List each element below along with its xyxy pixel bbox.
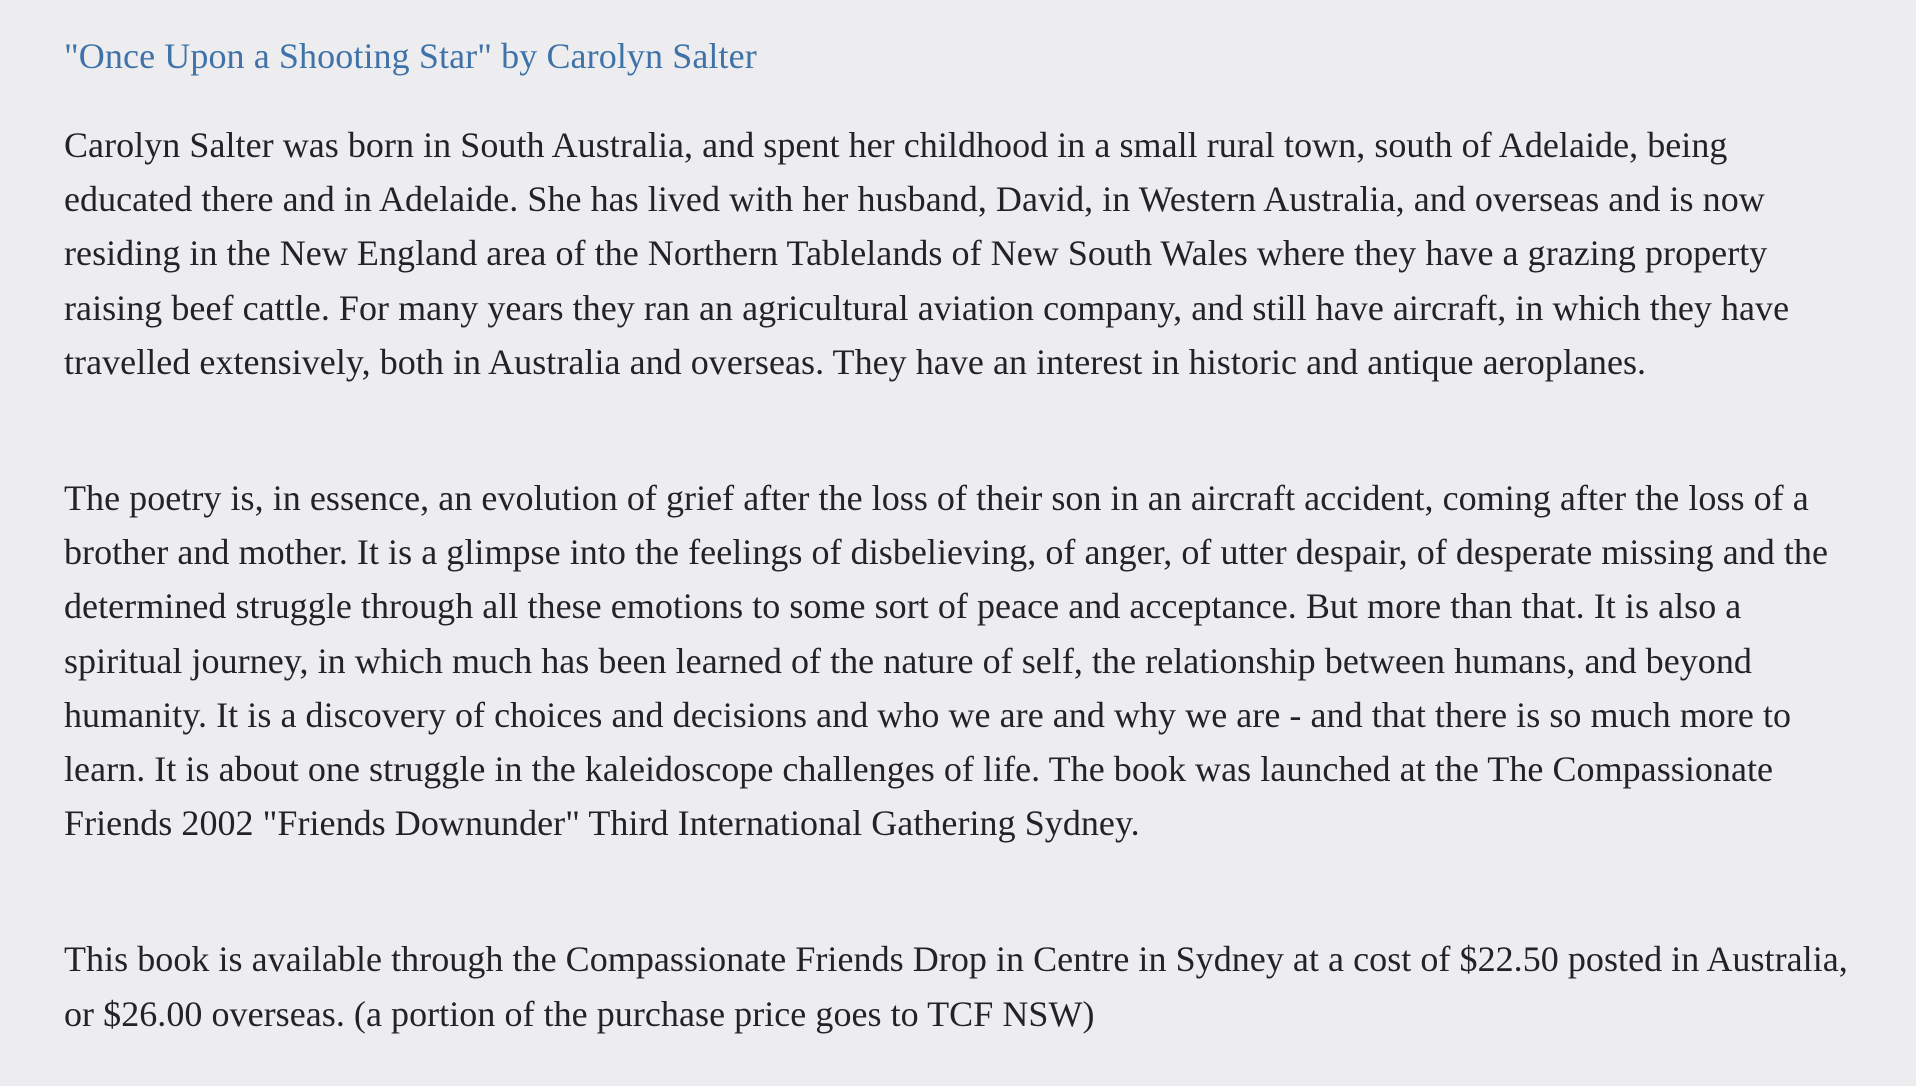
article-title: "Once Upon a Shooting Star" by Carolyn Salter xyxy=(64,36,757,76)
author-bio-paragraph: Carolyn Salter was born in South Australia, and spent her childhood in a small rural town, south of Adelaide, being educated there and in Adelaide. She has lived with her husband, David, in Western Australia, and overseas and is now residing in the New England area of the Northern Tablelands of New South Wales where they have a grazing property raising beef cattle. For many years they ran an agricultural aviation company, and still have aircraft, in which they have travelled extensively, both in Australia and overseas. They have an interest in historic and antique aeroplanes. xyxy=(64,125,1790,382)
book-description-paragraph: The poetry is, in essence, an evolution of grief after the loss of their son in an aircraft accident, coming after the loss of a brother and mother. It is a glimpse into the feelings of disbelieving, of anger, of utter despair, of desperate missing and the determined struggle through all these emotions to some sort of peace and acceptance. But more than that. It is also a spiritual journey, in which much has been learned of the nature of self, the relationship between humans, and beyond humanity. It is a discovery of choices and decisions and who we are and why we are - and that there is so much more to learn. It is about one struggle in the kaleidoscope challenges of life. The book was launched at the The Compassionate Friends 2002 "Friends Downunder" Third International Gathering Sydney. xyxy=(64,478,1829,844)
availability-paragraph: This book is available through the Compassionate Friends Drop in Centre in Sydney at a cost of $22.50 posted in Australia, or $26.00 overseas. (a portion of the purchase price goes to TCF NSW) xyxy=(64,939,1848,1034)
